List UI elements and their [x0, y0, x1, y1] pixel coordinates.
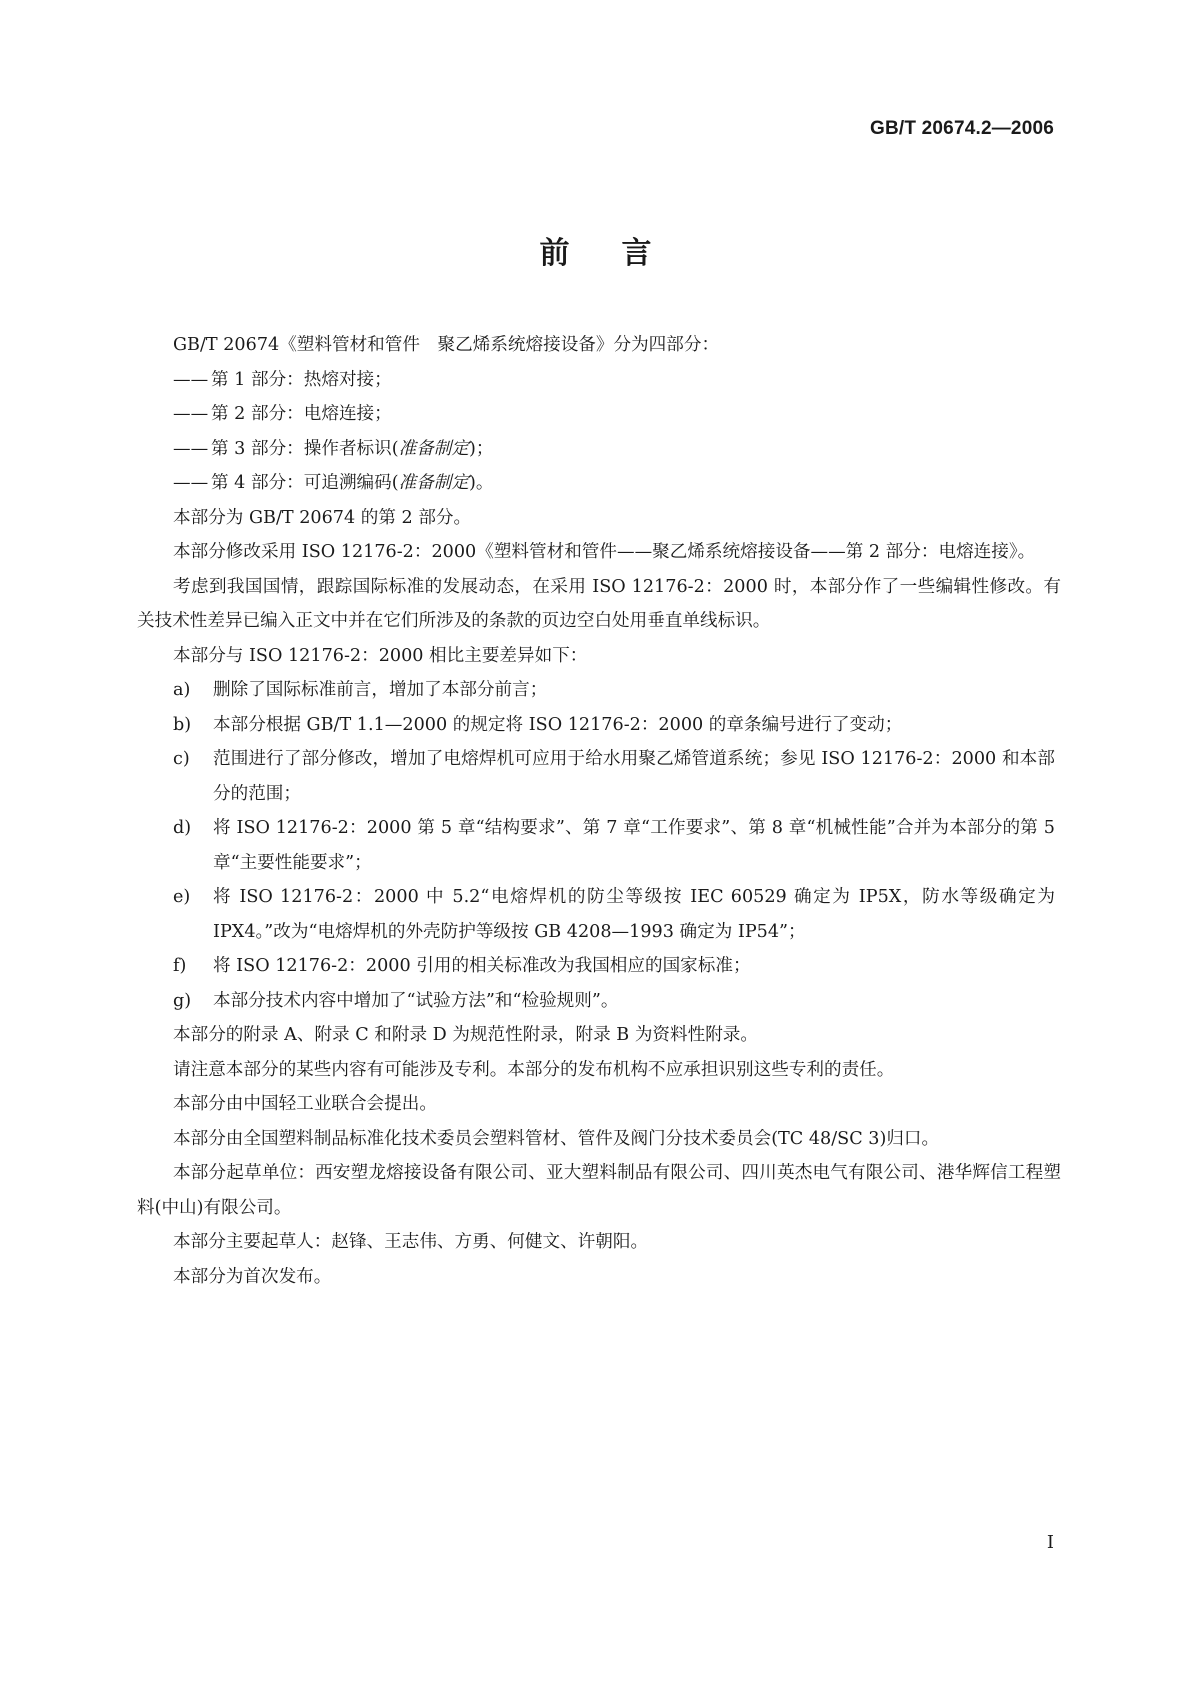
- part-item: —— 第 4 部分：可追溯编码(准备制定)。: [173, 473, 494, 493]
- difference-item: a) 删除了国际标准前言，增加了本部分前言；: [173, 680, 548, 700]
- paragraph: 本部分与 ISO 12176-2：2000 相比主要差异如下：: [173, 645, 588, 666]
- paragraph: 本部分由中国轻工业联合会提出。: [173, 1094, 437, 1114]
- difference-item: e) 将 ISO 12176-2：2000 中 5.2“电熔焊机的防尘等级按 IEC 60529 确定为 IP5X，防水等级确定为 IPX4。”改为“电熔焊机的外壳防护等级按 GB 4208—1993 确定为 IP54”；: [173, 887, 1055, 942]
- paragraph: 本部分起草单位：西安塑龙熔接设备有限公司、亚大塑料制品有限公司、四川英杰电气有限公司、港华辉信工程塑料(中山)有限公司。: [137, 1163, 1061, 1218]
- difference-item: f) 将 ISO 12176-2：2000 引用的相关标准改为我国相应的国家标准；: [173, 956, 751, 976]
- difference-item: d) 将 ISO 12176-2：2000 第 5 章“结构要求”、第 7 章“工作要求”、第 8 章“机械性能”合并为本部分的第 5 章“主要性能要求”；: [173, 818, 1055, 873]
- intro-paragraph: GB/T 20674《塑料管材和管件 聚乙烯系统熔接设备》分为四部分：: [173, 335, 720, 355]
- page-number: I: [1046, 1532, 1054, 1553]
- paragraph: 考虑到我国国情，跟踪国际标准的发展动态，在采用 ISO 12176-2：2000 时，本部分作了一些编辑性修改。有关技术性差异已编入正文中并在它们所涉及的条款的页边空白处用垂直单线标识。: [137, 576, 1061, 631]
- standard-number: GB/T 20674.2—2006: [869, 118, 1054, 139]
- page-title: 前言: [539, 236, 704, 271]
- paragraph: 本部分由全国塑料制品标准化技术委员会塑料管材、管件及阀门分技术委员会(TC 48/SC 3)归口。: [173, 1128, 940, 1149]
- part-item: —— 第 3 部分：操作者标识(准备制定)；: [173, 438, 494, 459]
- paragraph: 本部分的附录 A、附录 C 和附录 D 为规范性附录，附录 B 为资料性附录。: [173, 1025, 758, 1045]
- paragraph: 本部分修改采用 ISO 12176-2：2000《塑料管材和管件——聚乙烯系统熔接设备——第 2 部分：电熔连接》。: [173, 542, 1036, 562]
- difference-item: g) 本部分技术内容中增加了“试验方法”和“检验规则”。: [173, 990, 619, 1011]
- paragraph: 请注意本部分的某些内容有可能涉及专利。本部分的发布机构不应承担识别这些专利的责任。: [173, 1059, 895, 1080]
- paragraph: 本部分为首次发布。: [173, 1266, 332, 1287]
- paragraph: 本部分为 GB/T 20674 的第 2 部分。: [173, 507, 472, 528]
- part-item: —— 第 2 部分：电熔连接；: [173, 404, 392, 424]
- part-item: —— 第 1 部分：热熔对接；: [173, 369, 392, 390]
- difference-item: b) 本部分根据 GB/T 1.1—2000 的规定将 ISO 12176-2：2000 的章条编号进行了变动；: [173, 714, 903, 735]
- paragraph: 本部分主要起草人：赵锋、王志伟、方勇、何健文、许朝阳。: [173, 1232, 649, 1252]
- difference-item: c) 范围进行了部分修改，增加了电熔焊机可应用于给水用聚乙烯管道系统；参见 ISO 12176-2：2000 和本部分的范围；: [173, 749, 1055, 804]
- foreword-body: [137, 328, 1061, 1294]
